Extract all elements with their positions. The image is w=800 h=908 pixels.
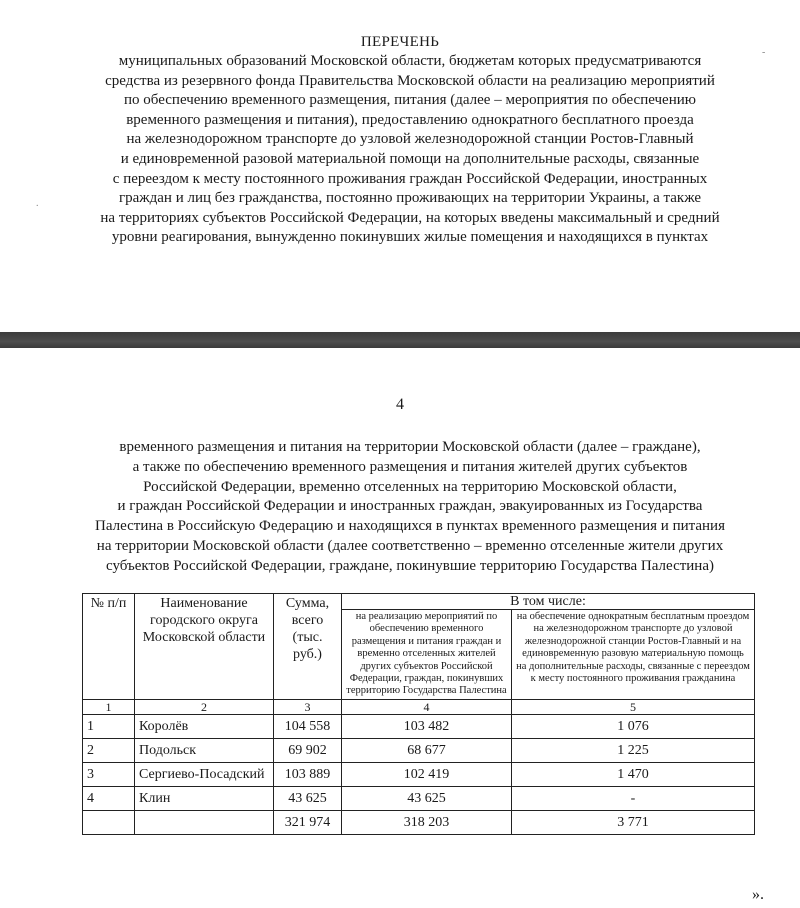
header-name: Наименование городского округа Московской области [135, 594, 274, 700]
table-row [83, 786, 755, 810]
title-line: на железнодорожном транспорте до узловой железнодорожной станции Ростов-Главный [126, 131, 694, 148]
header-sum: Сумма, всего (тыс. руб.) [274, 594, 342, 700]
total-col5: 3 771 [512, 810, 755, 834]
index-cell: 4 [342, 699, 512, 714]
table-row [83, 738, 755, 762]
title-paragraph [60, 52, 760, 248]
continuation-line: а также по обеспечению временного размещения и питания жителей других субъектов [132, 458, 688, 475]
page-divider [0, 332, 800, 348]
row-name: Королёв [135, 714, 274, 738]
index-cell: 2 [135, 699, 274, 714]
continuation-line: субъектов Российской Федерации, граждане, покинувшие территорию Государства Палестина) [106, 557, 714, 574]
title-line: уровни реагирования, вынужденно покинувших жилые помещения и находящихся в пунктах [111, 229, 709, 246]
title-line: граждан и лиц без гражданства, постоянно проживающих на территории Украины, а также [118, 190, 702, 207]
row-num: 3 [83, 762, 135, 786]
continuation-line: временного размещения и питания на территории Московской области (далее – граждане), [119, 439, 701, 455]
row-col5: 1 076 [512, 714, 755, 738]
row-name: Клин [135, 786, 274, 810]
row-col4: 68 677 [342, 738, 512, 762]
title-line: на территориях субъектов Российской Федерации, на которых введены максимальный и средний [100, 209, 720, 226]
title-line: средства из резервного фонда Правительства Московской области на реализацию мероприятий [105, 72, 715, 89]
page-number: 4 [396, 396, 404, 413]
scan-speck: . [36, 198, 39, 209]
header-col5: на обеспечение однократным бесплатным проездом на железнодорожном транспорте до узловой железнодорожной станции Ростов-Главный и на единовременную разовую материальную помощь на дополнительные расходы, связанные с переездом к месту постоянного проживания гражданина [512, 610, 755, 700]
table-row [83, 762, 755, 786]
row-col5: - [512, 786, 755, 810]
row-sum: 103 889 [274, 762, 342, 786]
total-name-cell [135, 810, 274, 834]
closing-quote: ». [752, 886, 764, 903]
total-sum: 321 974 [274, 810, 342, 834]
header-col4: на реализацию мероприятий по обеспечению временного размещения и питания граждан и временно отселенных жителей других субъектов Российской Федерации, граждан, покинувших территорию Государства Палестина [342, 610, 512, 700]
row-num: 1 [83, 714, 135, 738]
total-num-cell [83, 810, 135, 834]
continuation-line: Российской Федерации, временно отселенных на территорию Московской области, [143, 478, 677, 495]
row-sum: 69 902 [274, 738, 342, 762]
title-line: временного размещения и питания), предоставлению однократного бесплатного проезда [126, 111, 694, 128]
row-col5: 1 470 [512, 762, 755, 786]
title-line: муниципальных образований Московской области, бюджетам которых предусматриваются [118, 53, 702, 69]
continuation-paragraph [40, 438, 780, 577]
title-line: и единовременной разовой материальной помощи на дополнительные расходы, связанные [120, 150, 700, 167]
row-name: Сергиево-Посадский [135, 762, 274, 786]
allocation-table [82, 593, 755, 835]
header-num: № п/п [83, 594, 135, 700]
row-col5: 1 225 [512, 738, 755, 762]
title-line: по обеспечению временного размещения, питания (далее – мероприятия по обеспечению [124, 92, 696, 109]
index-cell: 3 [274, 699, 342, 714]
title-line: с переездом к месту постоянного проживания граждан Российской Федерации, иностранных [112, 170, 708, 187]
row-num: 4 [83, 786, 135, 810]
row-col4: 43 625 [342, 786, 512, 810]
row-col4: 103 482 [342, 714, 512, 738]
header-including: В том числе: [342, 594, 755, 610]
index-cell: 5 [512, 699, 755, 714]
continuation-line: и граждан Российской Федерации и иностранных граждан, эвакуированных из Государства [117, 498, 703, 515]
continuation-line: Палестина в Российскую Федерацию и находящихся в пунктах временного размещения и питания [95, 518, 725, 535]
upper-page [0, 0, 800, 332]
row-sum: 104 558 [274, 714, 342, 738]
continuation-line: на территории Московской области (далее соответственно – временно отселенные жители других [96, 537, 724, 554]
index-cell: 1 [83, 699, 135, 714]
table-row [83, 714, 755, 738]
scan-speck: - [762, 47, 766, 58]
row-name: Подольск [135, 738, 274, 762]
column-index-row [83, 699, 755, 714]
row-sum: 43 625 [274, 786, 342, 810]
row-col4: 102 419 [342, 762, 512, 786]
table-total-row [83, 810, 755, 834]
table-header-row [83, 594, 755, 610]
total-col4: 318 203 [342, 810, 512, 834]
document-title: ПЕРЕЧЕНЬ [360, 34, 440, 50]
row-num: 2 [83, 738, 135, 762]
